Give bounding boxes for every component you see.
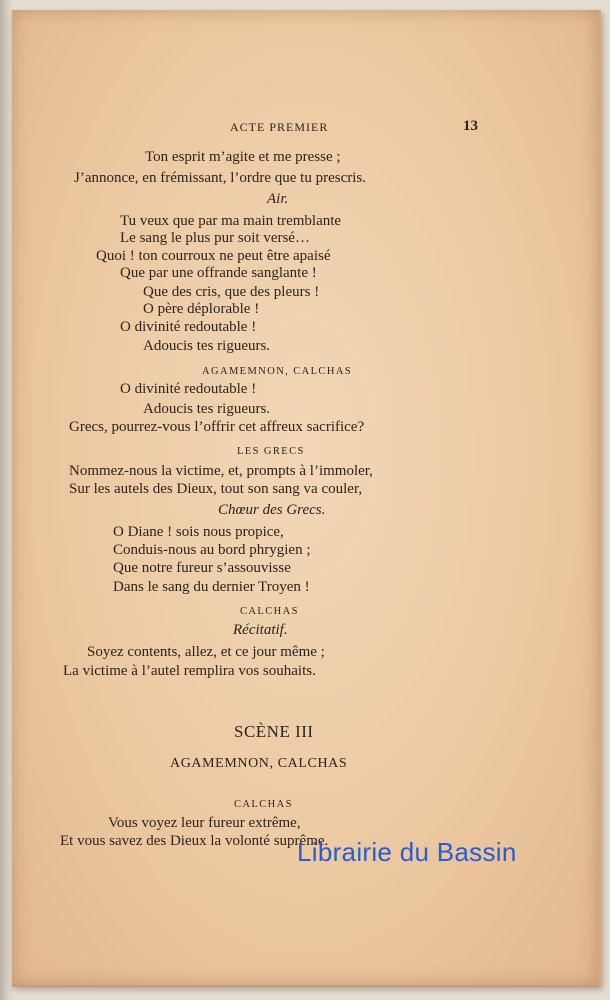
- verse-line: Ton esprit m’agite et me presse ;: [145, 149, 341, 165]
- verse-line: Que par une offrande sanglante !: [120, 265, 317, 281]
- verse-line: Nommez-nous la victime, et, prompts à l’immoler,: [69, 463, 373, 479]
- verse-line: Adoucis tes rigueurs.: [143, 338, 271, 354]
- verse-line: Adoucis tes rigueurs.: [143, 401, 271, 417]
- verse-line: O Diane ! sois nous propice,: [113, 524, 284, 540]
- verse-line: Grecs, pourrez-vous l’offrir cet affreux sacrifice?: [69, 419, 365, 435]
- page-number: 13: [463, 118, 478, 134]
- verse-line: Que des cris, que des pleurs !: [143, 284, 320, 300]
- verse-line: Dans le sang du dernier Troyen !: [113, 579, 310, 595]
- speaker-name: LES GRECS: [237, 446, 305, 457]
- stage-direction: Air.: [267, 191, 289, 207]
- scene-characters: AGAMEMNON, CALCHAS: [170, 756, 348, 771]
- verse-line: Conduis-nous au bord phrygien ;: [113, 542, 311, 558]
- scene-title: SCÈNE III: [234, 722, 314, 741]
- speaker-name: CALCHAS: [234, 799, 293, 810]
- verse-line: J’annonce, en frémissant, l’ordre que tu prescris.: [74, 170, 366, 186]
- verse-line: O divinité redoutable !: [120, 319, 257, 335]
- running-head: ACTE PREMIER: [230, 120, 329, 134]
- verse-line: La victime à l’autel remplira vos souhaits.: [63, 663, 316, 679]
- watermark-text: Librairie du Bassin: [297, 837, 517, 867]
- verse-line: O divinité redoutable !: [120, 381, 257, 397]
- verse-line: Tu veux que par ma main tremblante: [120, 213, 342, 229]
- stage-direction: Récitatif.: [233, 622, 288, 638]
- verse-line: O père déplorable !: [143, 301, 260, 317]
- verse-line: Quoi ! ton courroux ne peut être apaisé: [96, 248, 331, 264]
- verse-line: Et vous savez des Dieux la volonté suprême.: [60, 833, 329, 849]
- speaker-name: AGAMEMNON, CALCHAS: [202, 366, 353, 377]
- verse-line: Le sang le plus pur soit versé…: [120, 230, 310, 246]
- stage-direction: Chœur des Grecs.: [218, 502, 326, 518]
- verse-line: Vous voyez leur fureur extrême,: [108, 815, 301, 831]
- verse-line: Soyez contents, allez, et ce jour même ;: [87, 644, 325, 660]
- verse-line: Que notre fureur s’assouvisse: [113, 560, 291, 576]
- speaker-name: CALCHAS: [240, 606, 299, 617]
- verse-line: Sur les autels des Dieux, tout son sang va couler,: [69, 481, 363, 497]
